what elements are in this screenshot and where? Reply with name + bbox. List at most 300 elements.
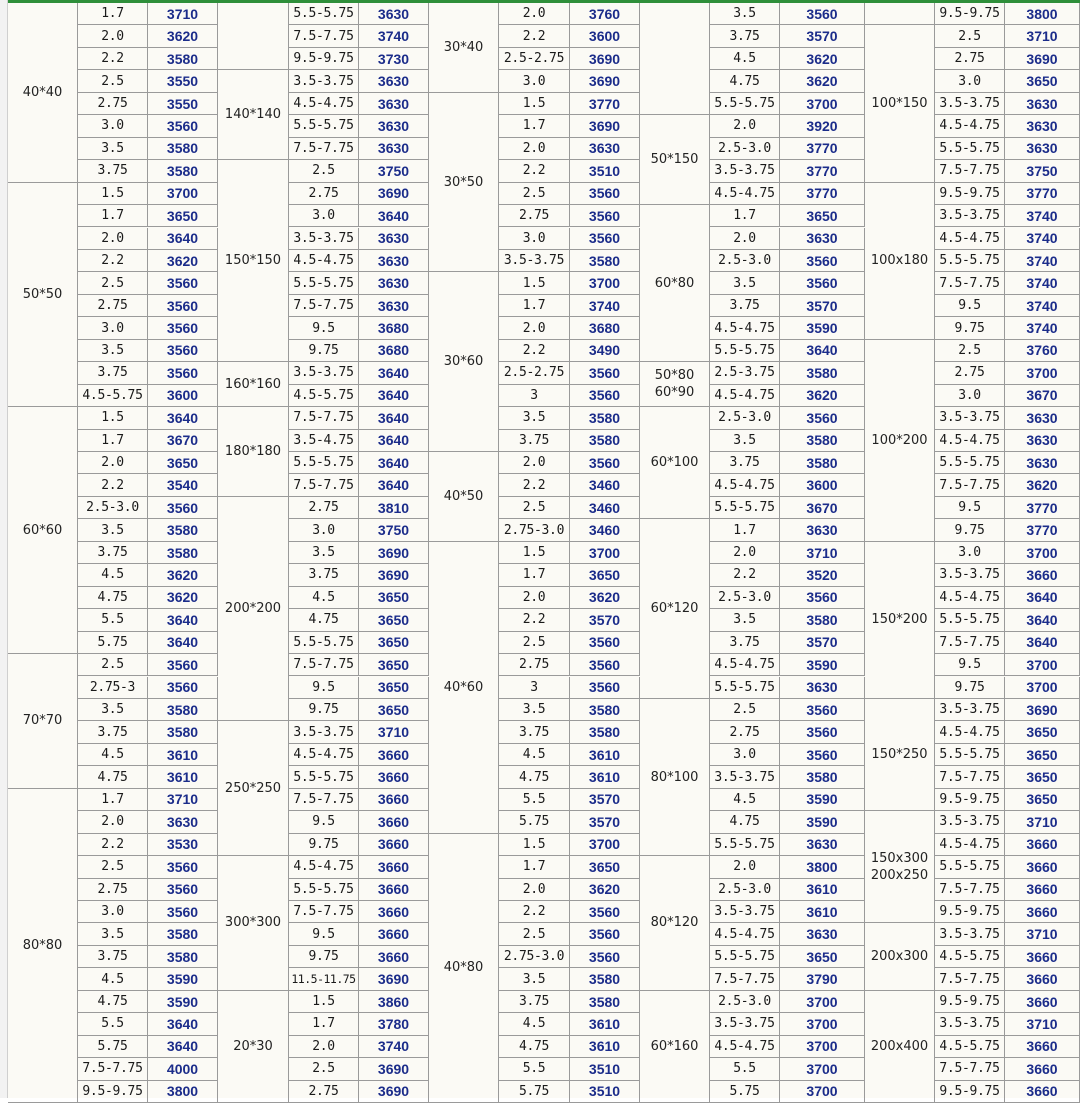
thickness-cell: 7.5-7.75 <box>935 766 1005 788</box>
thickness-cell: 2.5 <box>499 183 570 205</box>
price-cell: 3760 <box>1005 340 1080 362</box>
thickness-cell: 9.5 <box>935 654 1005 676</box>
price-cell: 3560 <box>780 699 865 721</box>
thickness-cell: 3.0 <box>78 901 148 923</box>
price-cell: 3640 <box>359 385 429 407</box>
price-cell: 3800 <box>780 856 865 878</box>
price-cell: 3560 <box>780 3 865 25</box>
thickness-cell: 3.75 <box>710 452 780 474</box>
thickness-cell: 7.5-7.75 <box>289 654 359 676</box>
price-cell: 3580 <box>148 946 218 968</box>
size-spec-label: 50*50 <box>8 183 78 408</box>
thickness-cell: 2.2 <box>78 474 148 496</box>
price-cell: 3630 <box>148 811 218 833</box>
price-cell: 3560 <box>780 272 865 294</box>
price-cell: 3580 <box>780 430 865 452</box>
thickness-cell: 2.5 <box>499 632 570 654</box>
thickness-cell: 3.0 <box>78 317 148 339</box>
thickness-cell: 7.5-7.75 <box>289 407 359 429</box>
thickness-cell: 1.5 <box>78 183 148 205</box>
size-spec-label: 150*200 <box>865 542 935 699</box>
price-cell: 3570 <box>570 811 640 833</box>
price-cell: 3610 <box>570 1036 640 1058</box>
thickness-cell: 2.5-3.0 <box>710 138 780 160</box>
thickness-cell: 2.2 <box>78 834 148 856</box>
thickness-cell: 2.5 <box>78 654 148 676</box>
thickness-cell: 4.5 <box>289 587 359 609</box>
thickness-cell: 3.75 <box>710 295 780 317</box>
thickness-cell: 4.5-4.75 <box>289 856 359 878</box>
thickness-cell: 2.0 <box>289 1036 359 1058</box>
thickness-cell: 3.75 <box>78 362 148 384</box>
price-cell: 3640 <box>780 340 865 362</box>
size-spec-label: 30*40 <box>429 3 499 93</box>
thickness-cell: 2.5 <box>499 497 570 519</box>
price-cell: 3770 <box>780 160 865 182</box>
price-cell: 4000 <box>148 1058 218 1080</box>
thickness-cell: 2.75 <box>935 48 1005 70</box>
thickness-cell: 7.5-7.75 <box>289 138 359 160</box>
price-cell: 3690 <box>570 70 640 92</box>
price-cell: 3630 <box>780 923 865 945</box>
price-cell: 3560 <box>148 677 218 699</box>
thickness-cell: 3.0 <box>289 205 359 227</box>
thickness-cell: 2.75 <box>710 721 780 743</box>
price-cell: 3610 <box>780 879 865 901</box>
thickness-cell: 7.5-7.75 <box>935 272 1005 294</box>
thickness-cell: 2.5-3.0 <box>78 497 148 519</box>
thickness-cell: 2.0 <box>499 587 570 609</box>
price-cell: 3680 <box>359 317 429 339</box>
thickness-cell: 2.75-3.0 <box>499 519 570 541</box>
thickness-cell: 4.5-4.75 <box>710 923 780 945</box>
price-cell: 3700 <box>1005 654 1080 676</box>
price-cell: 3640 <box>359 452 429 474</box>
thickness-cell: 2.0 <box>78 228 148 250</box>
thickness-cell: 9.5 <box>289 317 359 339</box>
price-cell: 3650 <box>1005 70 1080 92</box>
thickness-cell: 2.5 <box>710 699 780 721</box>
price-cell: 3640 <box>1005 609 1080 631</box>
price-cell: 3670 <box>780 497 865 519</box>
price-cell: 3640 <box>359 205 429 227</box>
price-cell: 3610 <box>148 744 218 766</box>
thickness-cell: 2.5 <box>289 1058 359 1080</box>
price-cell: 3650 <box>570 564 640 586</box>
price-cell: 3560 <box>148 654 218 676</box>
thickness-cell: 5.75 <box>78 1036 148 1058</box>
thickness-cell: 5.5-5.75 <box>289 632 359 654</box>
price-cell: 3540 <box>148 474 218 496</box>
price-cell: 3570 <box>780 25 865 47</box>
price-cell: 3690 <box>570 115 640 137</box>
thickness-cell: 2.2 <box>499 901 570 923</box>
thickness-cell: 2.75 <box>499 654 570 676</box>
thickness-cell: 1.7 <box>710 205 780 227</box>
price-cell: 3700 <box>570 834 640 856</box>
thickness-cell: 3 <box>499 677 570 699</box>
price-cell: 3640 <box>148 632 218 654</box>
thickness-cell: 3.5 <box>710 272 780 294</box>
price-cell: 3650 <box>780 946 865 968</box>
thickness-cell: 3.5-3.75 <box>710 766 780 788</box>
thickness-cell: 4.5 <box>78 744 148 766</box>
thickness-cell: 3.75 <box>499 991 570 1013</box>
price-cell: 3700 <box>1005 542 1080 564</box>
price-cell: 3660 <box>1005 1036 1080 1058</box>
price-cell: 3710 <box>780 542 865 564</box>
thickness-cell: 2.0 <box>710 228 780 250</box>
thickness-cell: 2.0 <box>710 856 780 878</box>
thickness-cell: 5.5 <box>710 1058 780 1080</box>
thickness-cell: 2.0 <box>499 3 570 25</box>
thickness-cell: 2.5-3.0 <box>710 407 780 429</box>
thickness-cell: 2.5-2.75 <box>499 48 570 70</box>
size-spec-label: 80*80 <box>8 789 78 1103</box>
price-cell: 3780 <box>359 1013 429 1035</box>
price-cell: 3630 <box>359 295 429 317</box>
price-cell: 3580 <box>570 721 640 743</box>
price-cell: 3750 <box>359 160 429 182</box>
thickness-cell: 4.75 <box>710 811 780 833</box>
price-cell: 3560 <box>148 879 218 901</box>
thickness-cell: 1.7 <box>710 519 780 541</box>
price-cell: 3740 <box>1005 272 1080 294</box>
price-cell: 3810 <box>359 497 429 519</box>
thickness-cell: 3.0 <box>710 744 780 766</box>
thickness-cell: 7.5-7.75 <box>78 1058 148 1080</box>
thickness-cell: 3.75 <box>78 946 148 968</box>
price-cell: 3620 <box>148 587 218 609</box>
price-cell: 3560 <box>570 654 640 676</box>
price-cell: 3680 <box>359 340 429 362</box>
thickness-cell: 3.75 <box>78 542 148 564</box>
price-cell: 3660 <box>1005 564 1080 586</box>
price-cell: 3550 <box>148 70 218 92</box>
thickness-cell: 9.75 <box>289 340 359 362</box>
thickness-cell: 2.5 <box>499 923 570 945</box>
size-spec-label: 80*100 <box>640 699 710 856</box>
thickness-cell: 9.5-9.75 <box>935 183 1005 205</box>
price-cell: 3770 <box>780 138 865 160</box>
price-cell: 3530 <box>148 834 218 856</box>
thickness-cell: 7.5-7.75 <box>935 879 1005 901</box>
thickness-cell: 11.5-11.75 <box>289 968 359 990</box>
thickness-cell: 1.5 <box>499 93 570 115</box>
price-cell: 3800 <box>148 1081 218 1103</box>
price-cell: 3630 <box>359 272 429 294</box>
thickness-cell: 4.5-4.75 <box>935 587 1005 609</box>
thickness-cell: 5.5-5.75 <box>935 138 1005 160</box>
price-cell: 3560 <box>570 632 640 654</box>
thickness-cell: 2.5-3.0 <box>710 587 780 609</box>
thickness-cell: 4.75 <box>499 766 570 788</box>
price-cell: 3620 <box>148 250 218 272</box>
size-spec-label: 200x300 <box>865 923 935 990</box>
price-cell: 3660 <box>1005 879 1080 901</box>
price-cell: 3590 <box>148 991 218 1013</box>
size-spec-label: 150*250 <box>865 699 935 811</box>
size-spec-label: 40*50 <box>429 452 499 542</box>
price-cell: 3640 <box>359 362 429 384</box>
price-cell: 3650 <box>359 609 429 631</box>
thickness-cell: 9.5-9.75 <box>289 48 359 70</box>
thickness-cell: 1.5 <box>499 272 570 294</box>
size-spec-label: 60*80 <box>640 205 710 362</box>
size-spec-label: 180*180 <box>218 407 289 497</box>
price-cell: 3790 <box>780 968 865 990</box>
price-cell: 3560 <box>148 115 218 137</box>
price-cell: 3570 <box>780 295 865 317</box>
thickness-cell: 3.5 <box>710 3 780 25</box>
thickness-cell: 2.5 <box>935 340 1005 362</box>
price-cell: 3580 <box>148 519 218 541</box>
price-cell: 3630 <box>359 93 429 115</box>
thickness-cell: 4.5-4.75 <box>710 654 780 676</box>
price-cell: 3640 <box>148 609 218 631</box>
thickness-cell: 7.5-7.75 <box>935 632 1005 654</box>
thickness-cell: 5.75 <box>499 1081 570 1103</box>
thickness-cell: 3.5-3.75 <box>499 250 570 272</box>
price-cell: 3660 <box>1005 834 1080 856</box>
thickness-cell: 2.0 <box>499 317 570 339</box>
price-cell: 3590 <box>780 654 865 676</box>
thickness-cell: 1.7 <box>499 564 570 586</box>
thickness-cell: 5.5-5.75 <box>710 834 780 856</box>
thickness-cell: 1.7 <box>78 789 148 811</box>
thickness-cell: 3.75 <box>499 430 570 452</box>
thickness-cell: 5.75 <box>499 811 570 833</box>
thickness-cell: 5.75 <box>78 632 148 654</box>
thickness-cell: 3.5 <box>499 699 570 721</box>
thickness-cell: 3.5-3.75 <box>289 721 359 743</box>
price-cell: 3690 <box>359 564 429 586</box>
price-cell: 3630 <box>780 677 865 699</box>
price-cell: 3580 <box>148 160 218 182</box>
price-cell: 3580 <box>570 407 640 429</box>
price-cell: 3560 <box>570 362 640 384</box>
thickness-cell: 3.5-4.75 <box>289 430 359 452</box>
thickness-cell: 2.0 <box>710 115 780 137</box>
thickness-cell: 9.5 <box>289 923 359 945</box>
thickness-cell: 4.5-4.75 <box>710 385 780 407</box>
thickness-cell: 3.5 <box>289 542 359 564</box>
thickness-cell: 2.5 <box>289 160 359 182</box>
thickness-cell: 2.0 <box>499 452 570 474</box>
thickness-cell: 5.5 <box>499 789 570 811</box>
thickness-cell: 1.5 <box>499 542 570 564</box>
price-cell: 3570 <box>780 632 865 654</box>
thickness-cell: 4.5-4.75 <box>710 183 780 205</box>
price-cell: 3460 <box>570 519 640 541</box>
thickness-cell: 2.2 <box>78 48 148 70</box>
thickness-cell: 2.75 <box>78 879 148 901</box>
thickness-cell: 3.5-3.75 <box>935 205 1005 227</box>
price-cell: 3700 <box>1005 362 1080 384</box>
thickness-cell: 7.5-7.75 <box>935 968 1005 990</box>
thickness-cell: 2.2 <box>499 609 570 631</box>
thickness-cell: 4.75 <box>499 1036 570 1058</box>
price-cell: 3460 <box>570 474 640 496</box>
thickness-cell: 3.0 <box>78 115 148 137</box>
price-cell: 3710 <box>148 3 218 25</box>
price-cell: 3700 <box>780 1036 865 1058</box>
thickness-cell: 1.7 <box>78 3 148 25</box>
price-cell: 3760 <box>570 3 640 25</box>
price-cell: 3630 <box>780 519 865 541</box>
thickness-cell: 7.5-7.75 <box>935 1058 1005 1080</box>
price-cell: 3560 <box>148 362 218 384</box>
thickness-cell: 3.5-3.75 <box>935 811 1005 833</box>
price-cell: 3700 <box>780 1058 865 1080</box>
thickness-cell: 2.2 <box>499 340 570 362</box>
thickness-cell: 9.5-9.75 <box>935 1081 1005 1103</box>
price-cell: 3590 <box>780 789 865 811</box>
price-cell: 3660 <box>359 811 429 833</box>
thickness-cell: 3.75 <box>78 721 148 743</box>
price-cell: 3710 <box>1005 25 1080 47</box>
thickness-cell: 9.5-9.75 <box>935 3 1005 25</box>
thickness-cell: 4.75 <box>78 991 148 1013</box>
price-cell: 3630 <box>359 115 429 137</box>
thickness-cell: 4.5-4.75 <box>935 834 1005 856</box>
price-cell: 3580 <box>148 542 218 564</box>
price-cell: 3580 <box>570 699 640 721</box>
price-cell: 3660 <box>1005 856 1080 878</box>
price-cell: 3690 <box>1005 699 1080 721</box>
price-cell: 3590 <box>148 968 218 990</box>
thickness-cell: 4.5-4.75 <box>935 721 1005 743</box>
thickness-cell: 4.5 <box>78 564 148 586</box>
size-spec-label: 250*250 <box>218 721 289 856</box>
price-cell: 3590 <box>780 317 865 339</box>
thickness-cell: 4.5-4.75 <box>289 250 359 272</box>
thickness-cell: 3 <box>499 385 570 407</box>
price-cell: 3630 <box>359 70 429 92</box>
price-cell: 3610 <box>148 766 218 788</box>
price-cell: 3580 <box>570 968 640 990</box>
price-cell: 3640 <box>148 407 218 429</box>
thickness-cell: 1.5 <box>289 991 359 1013</box>
price-cell: 3660 <box>359 766 429 788</box>
price-cell: 3560 <box>570 946 640 968</box>
price-cell: 3560 <box>780 587 865 609</box>
price-cell: 3630 <box>1005 138 1080 160</box>
thickness-cell: 1.7 <box>289 1013 359 1035</box>
price-cell: 3460 <box>570 497 640 519</box>
thickness-cell: 3.75 <box>710 25 780 47</box>
thickness-cell: 4.5-4.75 <box>935 430 1005 452</box>
thickness-cell: 2.2 <box>499 160 570 182</box>
thickness-cell: 9.75 <box>935 317 1005 339</box>
price-cell: 3560 <box>148 901 218 923</box>
thickness-cell: 3.75 <box>710 632 780 654</box>
price-cell: 3920 <box>780 115 865 137</box>
size-spec-label: 70*70 <box>8 654 78 789</box>
thickness-cell: 2.75 <box>78 93 148 115</box>
price-cell: 3610 <box>570 766 640 788</box>
price-cell: 3700 <box>148 183 218 205</box>
price-cell: 3680 <box>570 317 640 339</box>
thickness-cell: 2.75-3.0 <box>499 946 570 968</box>
price-cell: 3640 <box>148 1036 218 1058</box>
price-cell: 3630 <box>359 3 429 25</box>
thickness-cell: 2.5 <box>78 272 148 294</box>
price-cell: 3770 <box>780 183 865 205</box>
thickness-cell: 3.5-3.75 <box>935 1013 1005 1035</box>
thickness-cell: 3.5-3.75 <box>935 93 1005 115</box>
price-cell: 3740 <box>1005 250 1080 272</box>
price-cell: 3650 <box>359 654 429 676</box>
thickness-cell: 3.5 <box>499 407 570 429</box>
price-cell: 3630 <box>1005 452 1080 474</box>
thickness-cell: 2.2 <box>499 25 570 47</box>
thickness-cell: 9.5-9.75 <box>935 991 1005 1013</box>
size-spec-label: 30*50 <box>429 93 499 273</box>
price-cell: 3580 <box>780 452 865 474</box>
thickness-cell: 2.2 <box>78 250 148 272</box>
price-cell: 3650 <box>359 587 429 609</box>
thickness-cell: 9.5 <box>289 811 359 833</box>
price-cell: 3610 <box>570 744 640 766</box>
price-cell: 3750 <box>359 519 429 541</box>
thickness-cell: 5.5-5.75 <box>710 93 780 115</box>
thickness-cell: 9.75 <box>289 946 359 968</box>
price-cell: 3560 <box>148 856 218 878</box>
price-cell: 3560 <box>570 677 640 699</box>
size-spec-label: 60*60 <box>8 407 78 654</box>
size-spec-label: 300*300 <box>218 856 289 991</box>
price-cell: 3620 <box>148 25 218 47</box>
thickness-cell: 4.5 <box>499 1013 570 1035</box>
price-cell: 3740 <box>570 295 640 317</box>
thickness-cell: 2.5 <box>935 25 1005 47</box>
thickness-cell: 9.5 <box>289 677 359 699</box>
price-cell: 3690 <box>359 1081 429 1103</box>
thickness-cell: 2.2 <box>499 474 570 496</box>
thickness-cell: 4.5 <box>710 48 780 70</box>
price-cell: 3600 <box>570 25 640 47</box>
price-cell: 3710 <box>148 789 218 811</box>
price-cell: 3630 <box>359 250 429 272</box>
thickness-cell: 3.5-3.75 <box>935 407 1005 429</box>
size-spec-label: 100*150 <box>865 25 935 182</box>
thickness-cell: 2.0 <box>78 811 148 833</box>
price-cell: 3740 <box>1005 228 1080 250</box>
price-cell: 3620 <box>780 385 865 407</box>
size-spec-label: 200*200 <box>218 497 289 722</box>
thickness-cell: 3.5-3.75 <box>935 564 1005 586</box>
price-cell: 3740 <box>1005 205 1080 227</box>
price-cell: 3580 <box>570 991 640 1013</box>
price-cell: 3600 <box>148 385 218 407</box>
thickness-cell: 2.75 <box>289 183 359 205</box>
price-cell: 3660 <box>359 856 429 878</box>
size-spec-label: 80*120 <box>640 856 710 991</box>
price-cell: 3630 <box>780 834 865 856</box>
thickness-cell: 3.5 <box>78 340 148 362</box>
price-cell: 3710 <box>1005 1013 1080 1035</box>
price-cell: 3640 <box>148 1013 218 1035</box>
price-cell: 3630 <box>1005 115 1080 137</box>
thickness-cell: 4.5-4.75 <box>289 93 359 115</box>
price-cell: 3740 <box>359 25 429 47</box>
thickness-cell: 7.5-7.75 <box>289 25 359 47</box>
size-spec-label: 150x300 200x250 <box>865 811 935 923</box>
thickness-cell: 4.75 <box>289 609 359 631</box>
thickness-cell: 2.75-3 <box>78 677 148 699</box>
price-cell: 3860 <box>359 991 429 1013</box>
